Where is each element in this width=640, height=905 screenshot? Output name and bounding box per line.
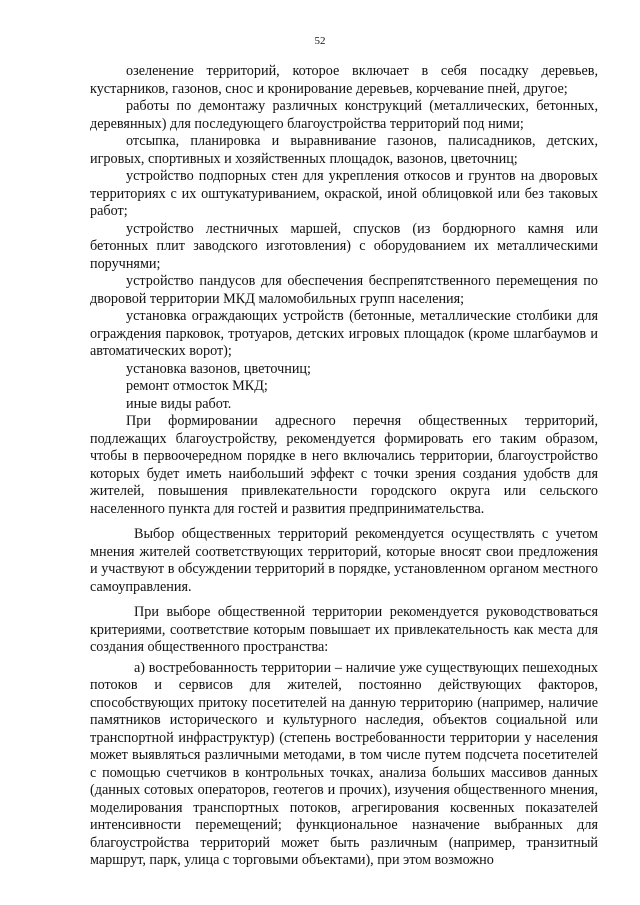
paragraph-blind-area-repair: ремонт отмосток МКД; xyxy=(126,378,268,394)
paragraph-dismantling: работы по демонтажу различных конструкций (металлических, бетонных, деревянных) для последующего благоустройства территорий под ними; xyxy=(90,98,598,132)
paragraph-landscaping: озеленение территорий, которое включает в себя посадку деревьев, кустарников, газонов, снос и кронирование деревьев, корчевание пней, другое; xyxy=(90,63,598,97)
paragraph-ramps: устройство пандусов для обеспечения беспрепятственного перемещения по дворовой территории МКД маломобильных групп населения; xyxy=(90,273,598,307)
paragraph-retaining-walls: устройство подпорных стен для укрепления откосов и грунтов на дворовых территориях с их оштукатуриванием, окраской, иной облицовкой или без таковых работ; xyxy=(90,168,598,219)
paragraph-fencing: установка ограждающих устройств (бетонные, металлические столбики для ограждения парковок, тротуаров, детских игровых площадок (кроме шлагбаумов и автоматических ворот); xyxy=(90,308,598,359)
document-body xyxy=(90,63,598,870)
paragraph-lawn-leveling: отсыпка, планировка и выравнивание газонов, палисадников, детских, игровых, спортивных и хозяйственных площадок, вазонов, цветочниц; xyxy=(90,133,598,167)
paragraph-flowerpots: установка вазонов, цветочниц; xyxy=(126,360,311,377)
paragraph-public-territory-selection: Выбор общественных территорий рекомендуется осуществлять с учетом мнения жителей соответствующих территорий, которые вносят свои предложения и участвуют в обсуждении территорий в порядке, установленном органом местного самоуправления. xyxy=(90,526,598,595)
page-number: 52 xyxy=(314,35,326,47)
paragraph-criterion-demand: а) востребованность территории – наличие уже существующих пешеходных потоков и сервисов для жителей, постоянно действующих факторов, способствующих притоку посетителей на данную территорию (например, наличие памятников исторического и культурного наследия, объектов социальной или транспортной инфраструктур) (степень востребованности территории у населения может выявляться различными методами, в том числе путем подсчета посетителей с помощью счетчиков в контрольных точках, анализа больших массивов данных (данных сотовых операторов, геотегов и прочих), изучения общественного мнения, моделирования транспортных потоков, агрегирования косвенных показателей интенсивности перемещений; функциональное назначение выбранных для благоустройства территорий может быть различным (например, транзитный маршрут, парк, улица с торговыми объектами), при этом возможно xyxy=(90,659,598,868)
paragraph-stairways: устройство лестничных маршей, спусков (из бордюрного камня или бетонных плит заводского изготовления) с оборудованием их металлическими поручнями; xyxy=(90,220,598,272)
paragraph-address-list: При формировании адресного перечня общественных территорий, подлежащих благоустройству, рекомендуется формировать его таким образом, чтобы в первоочередном порядке в него включались территории, благоустройство которых будет иметь наибольший эффект с точки зрения создания удобств для жителей, повышения привлекательности городского округа или сельского населенного пункта для гостей и развития предпринимательства. xyxy=(90,413,598,517)
paragraph-other-works: иные виды работ. xyxy=(126,395,232,412)
paragraph-selection-criteria: При выборе общественной территории рекомендуется руководствоваться критериями, соответствие которым повышает их привлекательность как места для создания общественного пространства: xyxy=(90,604,598,655)
